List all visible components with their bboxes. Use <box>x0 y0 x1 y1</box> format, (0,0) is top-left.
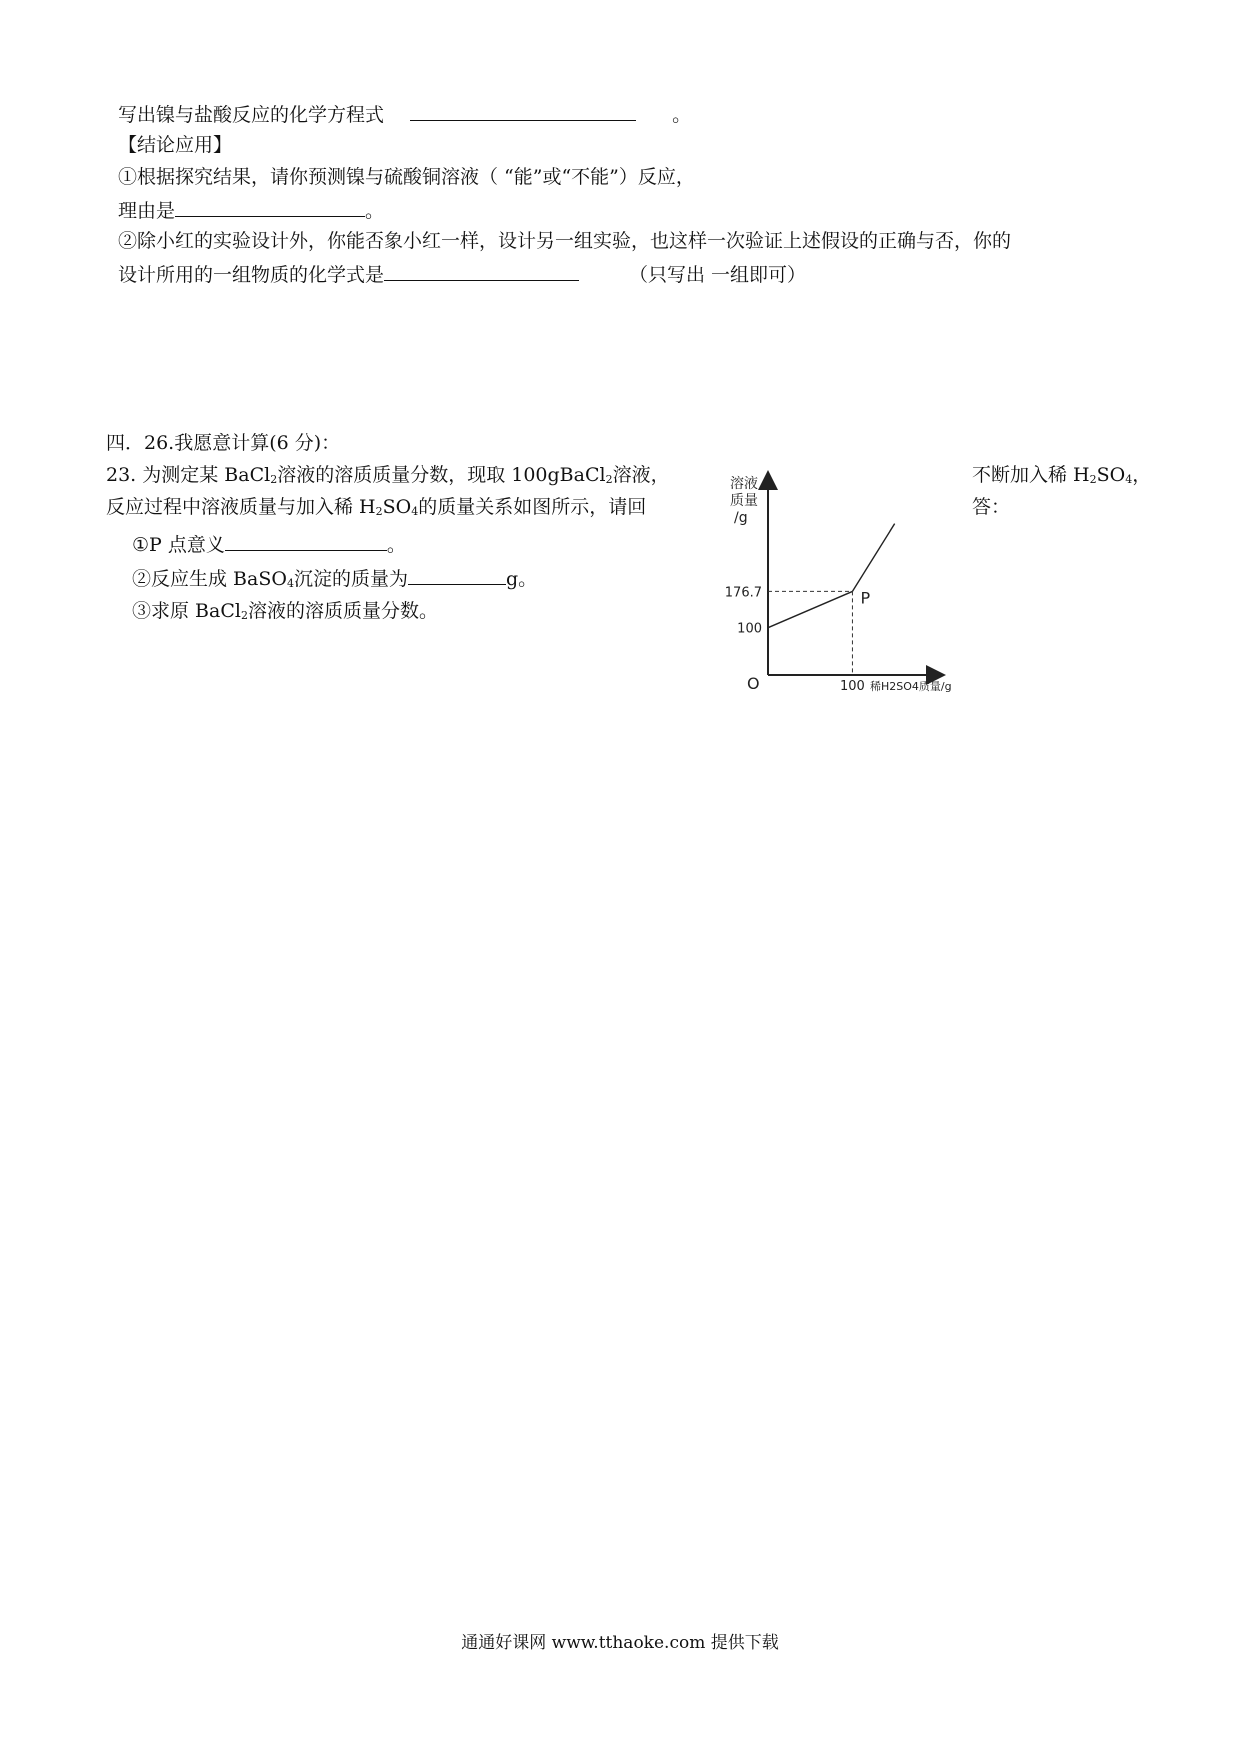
q1-reason-end: 。 <box>365 200 385 222</box>
sub-q3-label-a: ③求原 BaCl <box>132 600 241 622</box>
problem-line2 <box>106 494 646 525</box>
q1-reason-label: 理由是 <box>118 200 176 222</box>
problem-line1 <box>106 462 670 493</box>
line2-sub-a: 2 <box>375 505 383 518</box>
q2-formula-note: （只写出 一组即可） <box>629 264 807 286</box>
equation-line <box>118 100 691 128</box>
equation-prompt: 写出镍与盐酸反应的化学方程式 <box>118 104 385 126</box>
sub-q1-end: 。 <box>386 534 406 556</box>
sub-q2-sub: 4 <box>286 577 294 590</box>
sub-question-3 <box>132 598 438 629</box>
y-axis-label-2: 质量 <box>730 493 758 509</box>
sub-question-2 <box>132 564 537 597</box>
x-axis-label: 稀H2SO4质量/g <box>870 680 952 693</box>
q1-line1: ①根据探究结果，请你预测镍与硫酸铜溶液（ “能”或“不能”）反应， <box>118 166 695 188</box>
footer-text: 通通好课网 www.tthaoke.com 提供下载 <box>461 1633 779 1653</box>
sub-question-1 <box>132 530 406 558</box>
conclusion-heading: 【结论应用】 <box>118 134 233 156</box>
section-four-heading: 四．26.我愿意计算(6 分)： <box>106 432 341 454</box>
q2-line2 <box>118 260 806 288</box>
q2-formula-label: 设计所用的一组物质的化学式是 <box>118 264 385 286</box>
problem-text-b: 溶液的溶质质量分数，现取 100gBaCl <box>277 464 606 486</box>
q1-reason-blank[interactable] <box>175 196 365 217</box>
problem-right-sub-b: 4 <box>1125 473 1133 486</box>
sub-q2-label-a: ②反应生成 BaSO <box>132 568 287 590</box>
series-line-segment-1 <box>768 591 852 627</box>
sub-q2-end: g。 <box>505 568 538 590</box>
x-tick-label-100: 100 <box>840 679 865 694</box>
problem-line2-right: 答： <box>972 496 1011 518</box>
problem-sub-b: 2 <box>605 473 613 486</box>
problem-line1-right <box>972 462 1151 493</box>
equation-answer-blank[interactable] <box>410 100 636 121</box>
point-p-label: P <box>860 588 871 608</box>
q2-line1: ②除小红的实验设计外，你能否象小红一样，设计另一组实验，也这样一次验证上述假设的正确与否，你的 <box>118 230 1012 252</box>
problem-right-c: ， <box>1132 464 1152 486</box>
y-tick-label-176-7: 176.7 <box>724 585 762 601</box>
sub-q2-label-b: 沉淀的质量为 <box>293 568 408 590</box>
sub-q1-blank[interactable] <box>225 530 387 551</box>
line2-sub-b: 4 <box>411 505 419 518</box>
problem-text-a: 23. 为测定某 BaCl <box>106 464 271 486</box>
line2-text-c: 的质量关系如图所示，请回 <box>418 496 647 518</box>
problem-sub-a: 2 <box>270 473 278 486</box>
solution-mass-chart <box>720 462 980 712</box>
y-axis-label-1: 溶液 <box>730 476 758 492</box>
sub-q3-label-b: 溶液的溶质质量分数。 <box>247 600 438 622</box>
problem-text-c: 溶液， <box>612 464 670 486</box>
line2-text-b: SO <box>382 496 412 518</box>
sub-q2-blank[interactable] <box>408 564 506 585</box>
problem-right-b: SO <box>1096 464 1126 486</box>
sub-q1-label: ①P 点意义 <box>132 534 225 556</box>
origin-label: O <box>747 674 760 693</box>
sub-q3-sub: 2 <box>240 609 248 622</box>
y-tick-label-100: 100 <box>737 621 762 637</box>
chart-marks <box>725 524 895 694</box>
problem-right-a: 不断加入稀 H <box>972 464 1090 486</box>
series-line-segment-2 <box>852 524 894 592</box>
line2-text-a: 反应过程中溶液质量与加入稀 H <box>106 496 376 518</box>
problem-right-sub-a: 2 <box>1089 473 1097 486</box>
y-axis-label-3: /g <box>734 510 748 526</box>
equation-end: 。 <box>672 104 692 126</box>
q1-line2 <box>118 196 384 224</box>
q2-formula-blank[interactable] <box>384 260 579 281</box>
